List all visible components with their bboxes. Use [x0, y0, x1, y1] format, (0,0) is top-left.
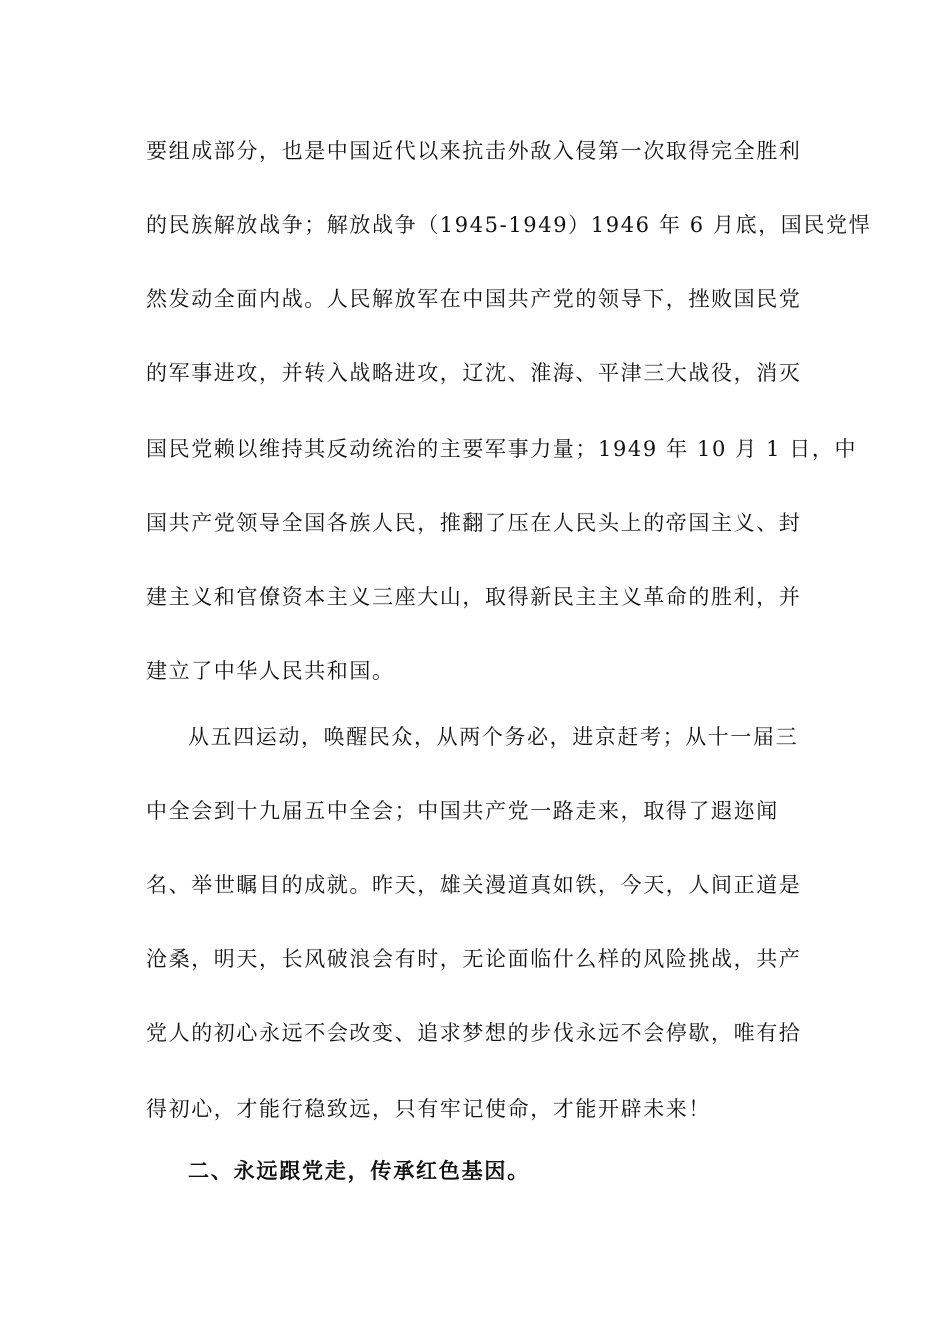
paragraph-2-line-1: 从五四运动，唤醒民众，从两个务必，进京赶考；从十一届三 — [188, 725, 799, 749]
paragraph-2-line-2: 中全会到十九届五中全会；中国共产党一路走来，取得了遐迩闻 — [146, 799, 779, 823]
paragraph-1-line-5: 国民党赖以维持其反动统治的主要军事力量；1949 年 10 月 1 日，中 — [146, 437, 858, 461]
paragraph-1-line-6: 国共产党领导全国各族人民，推翻了压在人民头上的帝国主义、封 — [146, 511, 802, 535]
paragraph-2-line-4: 沧桑，明天，长风破浪会有时，无论面临什么样的风险挑战，共产 — [146, 947, 802, 971]
paragraph-1-line-4: 的军事进攻，并转入战略进攻，辽沈、淮海、平津三大战役，消灭 — [146, 361, 802, 385]
paragraph-1-line-2: 的民族解放战争；解放战争（1945-1949）1946 年 6 月底，国民党悍 — [146, 213, 872, 237]
paragraph-1-line-8: 建立了中华人民共和国。 — [146, 659, 395, 683]
paragraph-1-line-7: 建主义和官僚资本主义三座大山，取得新民主主义革命的胜利，并 — [146, 585, 802, 609]
section-heading: 二、永远跟党走，传承红色基因。 — [188, 1158, 530, 1183]
paragraph-2-line-6: 得初心，才能行稳致远，只有牢记使命，才能开辟未来！ — [146, 1097, 711, 1121]
paragraph-2-line-5: 党人的初心永远不会改变、追求梦想的步伐永远不会停歇，唯有拾 — [146, 1021, 802, 1045]
paragraph-2-line-3: 名、举世瞩目的成就。昨天，雄关漫道真如铁，今天，人间正道是 — [146, 873, 802, 897]
paragraph-1-line-1: 要组成部分，也是中国近代以来抗击外敌入侵第一次取得完全胜利 — [146, 139, 802, 163]
paragraph-1-line-3: 然发动全面内战。人民解放军在中国共产党的领导下，挫败国民党 — [146, 287, 802, 311]
